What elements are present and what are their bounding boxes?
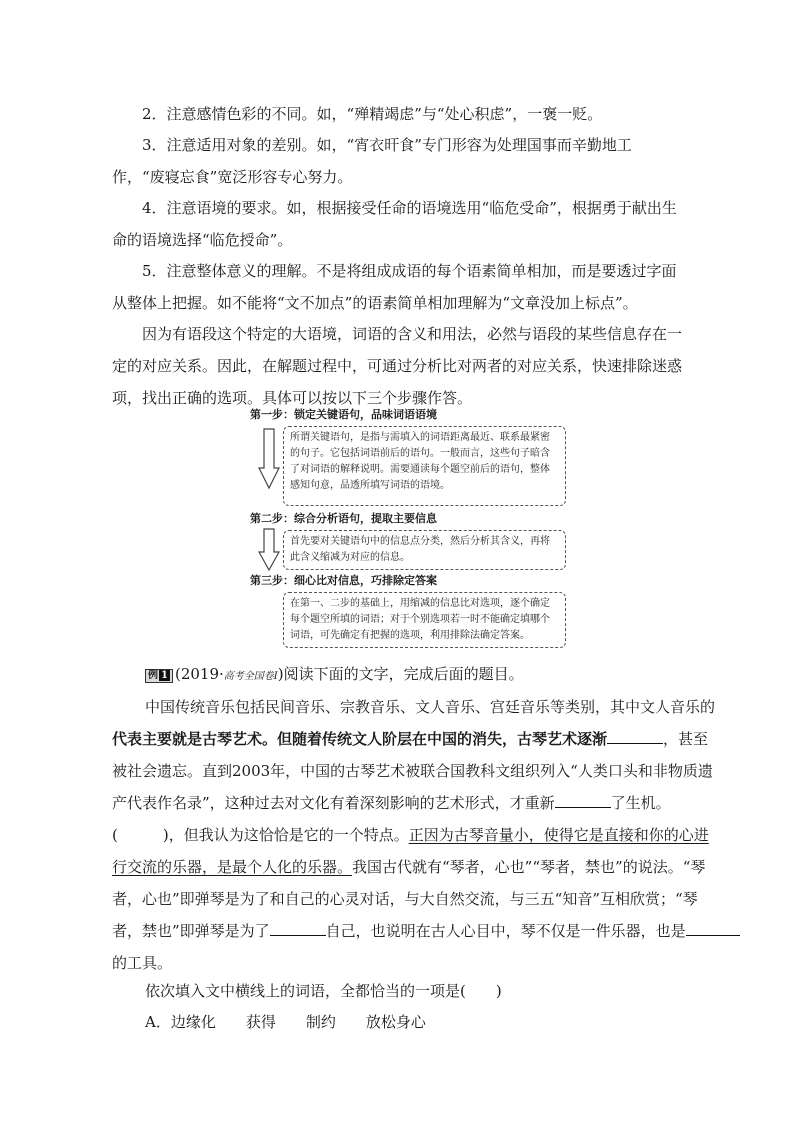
passage-line-7: 者，心也”即弹琴是为了和自己的心灵对话，与大自然交流，与三五“知音”互相欣赏；“琴: [112, 890, 698, 908]
passage-line-3: 被社会遗忘。直到2003年，中国的古琴艺术被联合国教科文组织列入“人类口头和非物质遗: [112, 762, 713, 780]
step2-box: 首先要对关键语句中的信息点分类，然后分析其含义，再将此含义缩减为对应的信息。: [283, 530, 566, 570]
example-source-close: )阅读下面的文字，完成后面的题目。: [277, 665, 524, 683]
three-step-diagram: [250, 408, 580, 653]
intro-paragraph: 因为有语段这个特定的大语境，词语的含义和用法，必然与语段的某些信息存在一定的对应关系。因此，在解题过程中，可通过分析比对两者的对应关系，快速排除迷惑项，找出正确的选项。具体可以按以下三个步骤作答。: [112, 325, 683, 407]
option-a[interactable]: A．边缘化 获得 制约 放松身心: [145, 1013, 426, 1031]
passage-line-2: 代表主要就是古琴艺术。但随着传统文人阶层在中国的消失，古琴艺术逐渐 ，甚至: [112, 730, 709, 748]
point-5: 5．注意整体意义的理解。不是将组成成语的每个语素简单相加，而是要透过字面从整体上把握。如不能将“文不加点”的语素简单相加理解为“文章没加上标点”。: [112, 262, 677, 312]
point-4: 4．注意语境的要求。如，根据接受任命的语境选用“临危受命”，根据勇于献出生命的语境选择“临危授命”。: [112, 199, 677, 249]
point-2: 2．注意感情色彩的不同。如，“殚精竭虑”与“处心积虑”，一褒一贬。: [142, 105, 603, 123]
step1-box: 所谓关键语句，是指与需填入的词语距离最近、联系最紧密的句子。它包括词语前后的语句。一般而言，这些句子暗含了对词语的解释说明。需要通读每个题空前后的语句，整体感知句意，品透所填写词语的语境。: [283, 426, 566, 506]
step2-title: 第二步：综合分析语句，提取主要信息: [250, 512, 437, 525]
down-arrow-icon: [258, 428, 280, 490]
step3-box: 在第一、二步的基础上，用缩减的信息比对选项，逐个确定每个题空所填的词语；对于个别选项若一时不能确定填哪个词语，可先确定有把握的选项，利用排除法确定答案。: [283, 592, 566, 648]
step1-title: 第一步：锁定关键语句，品味词语语境: [250, 408, 437, 421]
example-source-name: 高考全国卷Ⅰ: [223, 671, 278, 682]
example-source-open: (2019·: [174, 665, 224, 683]
passage-line-5: ( )，但我认为这恰恰是它的一个特点。正因为古琴音量小，使得它是直接和你的心进: [112, 826, 709, 844]
passage-line-1: 中国传统音乐包括民间音乐、宗教音乐、文人音乐、宫廷音乐等类别，其中文人音乐的: [145, 698, 716, 716]
question-text: 依次填入文中横线上的词语，全都恰当的一项是( ): [145, 982, 502, 1000]
down-arrow-icon: [258, 528, 280, 572]
passage-line-9: 的工具。: [112, 954, 173, 972]
passage-line-8: 者，禁也”即弹琴是为了 自己，也说明在古人心目中，琴不仅是一件乐器，也是: [112, 915, 692, 947]
passage-line-4: 产代表作名录”，这种过去对文化有着深刻影响的艺术形式，才重新 了生机。: [112, 794, 671, 812]
passage-line-6: 行交流的乐器，是最个人化的乐器。我国古代就有“琴者，心也”“琴者，禁也”的说法。“琴: [112, 858, 706, 876]
point-3: 3．注意适用对象的差别。如，“宵衣旰食”专门形容为处理国事而辛勤地工作，“废寝忘食”宽泛形容专心努力。: [112, 136, 632, 186]
example-tag: 例 1: [145, 669, 173, 683]
example-header: [145, 658, 685, 693]
step3-title: 第三步：细心比对信息，巧排除定答案: [250, 574, 437, 587]
